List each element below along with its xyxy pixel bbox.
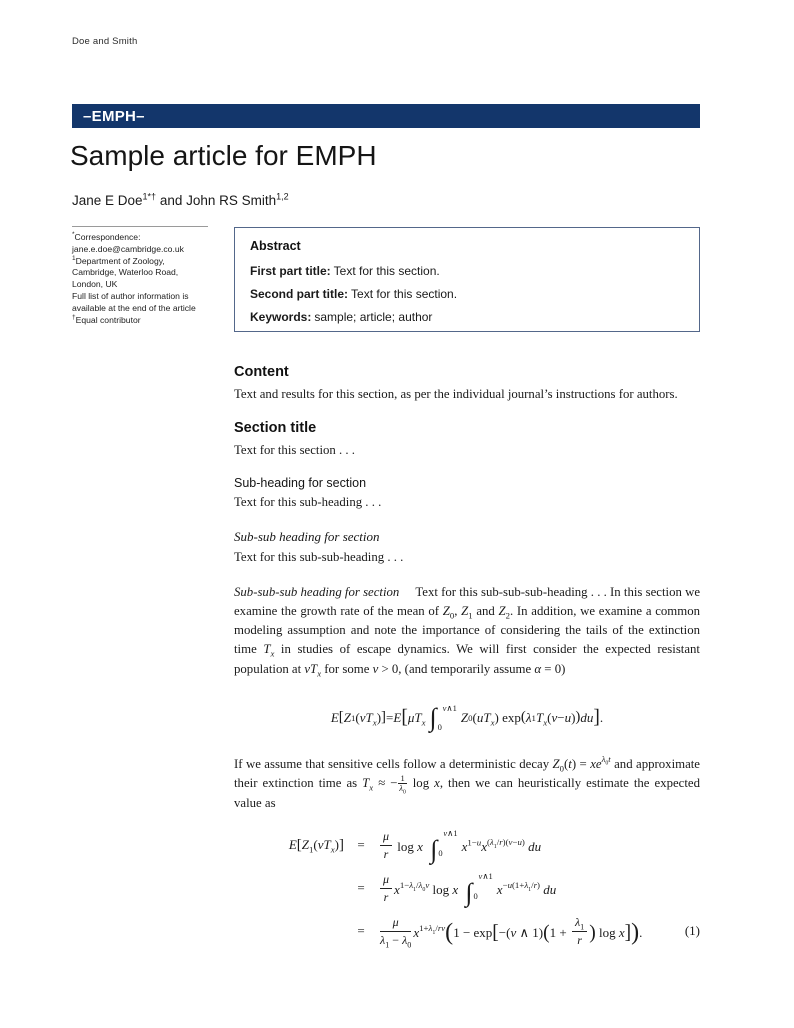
correspondence-label: *Correspondence: xyxy=(72,231,141,242)
content-paragraph: Text and results for this section, as per the individual journal’s instructions for authors. xyxy=(234,387,678,401)
equation-rhs: $\frac{\mu}{r}$ $x^{1-\lambda_1/\lambda_0v}$ log x ∫ v∧1 0 $x^{-u(1+\lambda_1/r)}$ du xyxy=(378,872,556,905)
sub-sub-sub-heading: Sub-sub-sub heading for section xyxy=(234,584,400,599)
correspondence-block xyxy=(72,226,230,326)
abstract-row-text: sample; article; author xyxy=(314,310,433,324)
abstract-row-second-part xyxy=(250,287,684,301)
equation-lhs: $E[Z_1(vT_x)]$ xyxy=(288,836,344,855)
affiliation-line-2: Cambridge, Waterloo Road, xyxy=(72,267,179,278)
sub-sub-sub-paragraph xyxy=(234,583,700,679)
abstract-box xyxy=(234,227,700,332)
equation-rhs: $\frac{\mu}{\lambda_1 - \lambda_0}$ $x^{1+\lambda_1/rv}(1 - \exp[-(v$ ∧ 1)(1 + $\frac{\lambda_1}{r}$ ) log x]). xyxy=(380,914,643,950)
section-heading-title: Section title xyxy=(234,420,317,437)
display-equation: E [ Z 1 ( $vT_x$ ) ] = E [ $\mu T_x$ ∫ v∧1 0 Z 0 ( $uT_x$ ) exp ( λ 1 $T_x$ ( v − u ) ) du ] . xyxy=(330,702,604,733)
article-title: Sample article for EMPH xyxy=(70,140,377,171)
author-info-note-1: Full list of author information is xyxy=(72,290,189,301)
abstract-heading: Abstract xyxy=(250,239,301,253)
equals-sign: = xyxy=(357,923,365,939)
journal-banner-label: –EMPH– xyxy=(83,107,145,125)
abstract-row-label: Second part title: xyxy=(250,287,349,301)
equation-array xyxy=(234,829,700,948)
correspondence-email[interactable]: jane.e.doe@cambridge.co.uk xyxy=(72,243,184,254)
abstract-row-label: First part title: xyxy=(250,264,331,278)
journal-banner xyxy=(72,104,700,128)
equation-row-3 xyxy=(234,915,700,948)
section-paragraph: Text for this section . . . xyxy=(234,443,356,458)
affiliation-line-1: $^1$Department of Zoology, xyxy=(72,254,165,266)
equation-rhs: $\frac{\mu}{r}$ log x ∫ v∧1 0 $x^{1-u}x^{(\lambda_1/r)(v-u)}$ du xyxy=(378,829,541,862)
abstract-row-keywords xyxy=(250,310,684,324)
abstract-row-first-part xyxy=(250,264,684,278)
sub-sub-sub-text: Text for this sub-sub-sub-heading . . . In this section we examine the growth rate of the mean of $Z_0$, $Z_1$ and $Z_2$. In addition, we examine a common modeling assumption and note the importance of considering the tails of the extinction time $T_x$ in studies of escape dynamics. We will first consider the expected resistant population at $vT_x$ for some v > 0, (and temporarily assume α = 0) xyxy=(234,584,701,679)
abstract-row-text: Text for this section. xyxy=(351,287,458,301)
abstract-row-label: Keywords: xyxy=(250,310,312,324)
sub-heading: Sub-heading for section xyxy=(234,476,367,491)
running-head: Doe and Smith xyxy=(72,36,138,47)
authors-line: Jane E Doe$^{1*\dagger}$ and John RS Smith$^{1,2}$ xyxy=(72,191,289,208)
equals-sign: = xyxy=(357,880,365,896)
sub-sub-heading: Sub-sub heading for section xyxy=(234,528,380,544)
equation-row-2 xyxy=(234,871,700,908)
author-info-note-2: available at the end of the article xyxy=(72,302,196,313)
equation-number: (1) xyxy=(684,923,700,939)
equal-contributor-note: †Equal contributor xyxy=(72,313,141,325)
assumption-paragraph: If we assume that sensitive cells follow a deterministic decay $Z_0(t) = xe^{\lambda_0t}$ and approximate their extinction time as $T_x$ ≈ − $\frac{1}{\lambda_0}$ log x, then we can heuristically estimate the expected value as xyxy=(234,754,700,810)
sub-sub-heading-paragraph: Text for this sub-sub-heading . . . xyxy=(234,549,404,564)
abstract-row-text: Text for this section. xyxy=(333,264,440,278)
affiliation-line-3: London, UK xyxy=(72,279,118,290)
sub-heading-paragraph: Text for this sub-heading . . . xyxy=(234,495,382,510)
equals-sign: = xyxy=(357,837,365,853)
equation-row-1 xyxy=(234,828,700,865)
article-body xyxy=(234,364,700,958)
section-heading-content: Content xyxy=(234,364,289,380)
